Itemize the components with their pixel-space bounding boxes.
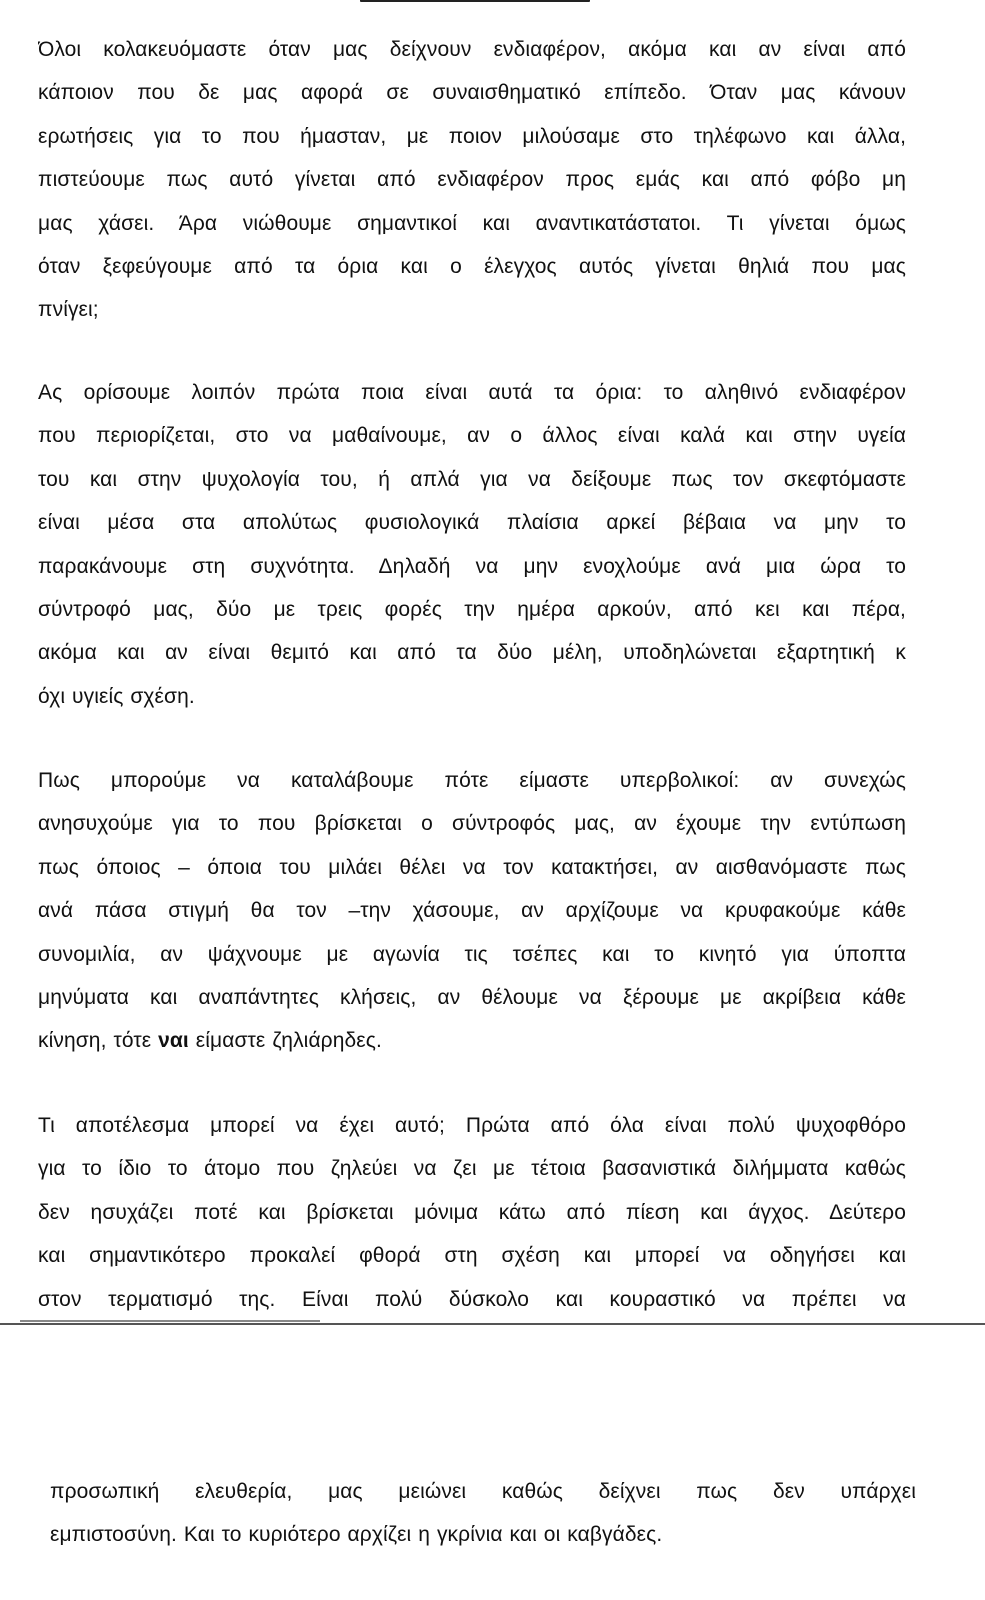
text-segment: κίνηση, τότε [38,1029,159,1053]
paragraph-2 [38,371,906,718]
text-line: Όλοι κολακευόμαστε όταν μας δείχνουν ενδιαφέρον, ακόμα και αν είναι από [38,38,906,61]
text-line: πνίγει; [38,298,99,322]
text-line: εμπιστοσύνη. Και το κυριότερο αρχίζει η γκρίνια και οι καβγάδες. [50,1523,663,1547]
text-line: μηνύματα και αναπάντητες κλήσεις, αν θέλουμε να ξέρουμε με ακρίβεια κάθε [38,985,906,1009]
text-line: πιστεύουμε πως αυτό γίνεται από ενδιαφέρον προς εμάς και από φόβο μη [38,168,906,192]
text-line: Τι αποτέλεσμα μπορεί να έχει αυτό; Πρώτα από όλα είναι πολύ ψυχοφθόρο [38,1114,906,1137]
text-line: Πως μπορούμε να καταλάβουμε πότε είμαστε υπερβολικοί: αν συνεχώς [38,769,906,792]
paragraph-4 [38,1104,906,1321]
text-line: συνομιλία, αν ψάχνουμε με αγωνία τις τσέπες και το κινητό για ύποπτα [38,942,906,966]
text-line: που περιορίζεται, στο να μαθαίνουμε, αν ο άλλος είναι καλά και στην υγεία [38,424,906,448]
paragraph-1 [38,28,906,332]
text-line: για το ίδιο το άτομο που ζηλεύει να ζει με τέτοια βασανιστικά διλήμματα καθώς [38,1157,906,1181]
text-line: του και στην ψυχολογία του, ή απλά για να δείξουμε πως τον σκεφτόμαστε [38,467,906,491]
paragraph-5 [50,1470,916,1557]
text-line: πως όποιος – όποια του μιλάει θέλει να τον κατακτήσει, αν αισθανόμαστε πως [38,855,906,879]
text-line: κάποιον που δε μας αφορά σε συναισθηματικό επίπεδο. Όταν μας κάνουν [38,81,906,105]
text-line: δεν ησυχάζει ποτέ και βρίσκεται μόνιμα κάτω από πίεση και άγχος. Δεύτερο [38,1200,906,1224]
text-line [38,1019,906,1062]
page-break-rule [0,1323,985,1325]
text-line: είναι μέσα στα απολύτως φυσιολογικά πλαίσια αρκεί βέβαια να μην το [38,511,906,535]
text-line: ανησυχούμε για το που βρίσκεται ο σύντροφός μας, αν έχουμε την εντύπωση [38,812,906,836]
text-line: μας χάσει. Άρα νιώθουμε σημαντικοί και αναντικατάστατοι. Τι γίνεται όμως [38,211,906,235]
bold-emphasis: ναι [158,1029,189,1053]
text-line: παρακάνουμε στη συχνότητα. Δηλαδή να μην ενοχλούμε ανά μια ώρα το [38,554,906,578]
text-line: σύντροφό μας, δύο με τρεις φορές την ημέρα αρκούν, από κει και πέρα, [38,597,906,621]
text-segment: είμαστε ζηλιάρηδες. [188,1029,382,1053]
paragraph-3 [38,759,906,1063]
text-line: ακόμα και αν είναι θεμιτό και από τα δύο μέλη, υποδηλώνεται εξαρτητική κ [38,641,906,665]
text-line: όχι υγιείς σχέση. [38,684,195,708]
text-line: Ας ορίσουμε λοιπόν πρώτα ποια είναι αυτά τα όρια: το αληθινό ενδιαφέρον [38,381,906,404]
scan-top-mark [360,0,590,2]
text-line: στον τερματισμό της. Είναι πολύ δύσκολο και κουραστικό να πρέπει να [38,1287,906,1311]
text-line: ανά πάσα στιγμή θα τον –την χάσουμε, αν αρχίζουμε να κρυφακούμε κάθε [38,899,906,923]
text-line: προσωπική ελευθερία, μας μειώνει καθώς δείχνει πως δεν υπάρχει [50,1480,916,1503]
text-line: όταν ξεφεύγουμε από τα όρια και ο έλεγχος αυτός γίνεται θηλιά που μας [38,254,906,278]
text-line: και σημαντικότερο προκαλεί φθορά στη σχέση και μπορεί να οδηγήσει και [38,1244,906,1268]
text-line: ερωτήσεις για το που ήμασταν, με ποιον μιλούσαμε στο τηλέφωνο και άλλα, [38,124,906,148]
